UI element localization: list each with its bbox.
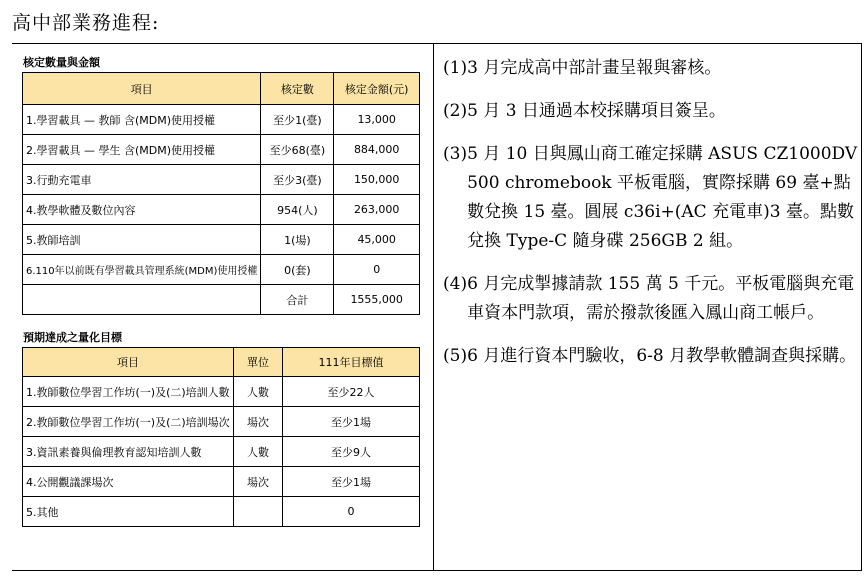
quantified-goals-table [22, 347, 420, 527]
table-cell: 至少68(臺) [261, 135, 334, 165]
progress-list [443, 54, 858, 385]
progress-table [12, 43, 862, 571]
table-cell: 1.學習載具 — 教師 含(MDM)使用授權 [23, 105, 261, 135]
table-cell: 3.資訊素養與倫理教育認知培訓人數 [23, 437, 234, 467]
table-row [23, 105, 420, 135]
list-item [443, 54, 858, 83]
table2-header-row [23, 348, 420, 377]
table-row [23, 497, 420, 527]
tables-cell [22, 54, 424, 527]
item-text: 6 月進行資本門驗收，6-8 月教學軟體調查與採購。 [467, 346, 857, 366]
item-text: 3 月完成高中部計畫呈報與審核。 [467, 58, 722, 78]
table-cell: 884,000 [334, 135, 420, 165]
table-cell [23, 285, 261, 315]
right-border [861, 44, 862, 570]
table-cell [234, 497, 283, 527]
table-cell: 5.其他 [23, 497, 234, 527]
item-number: (5) [443, 346, 468, 366]
table-cell: 4.教學軟體及數位內容 [23, 195, 261, 225]
table-cell: 0 [283, 497, 420, 527]
table-cell: 263,000 [334, 195, 420, 225]
table-cell: 至少1(臺) [261, 105, 334, 135]
table1-header: 項目 [23, 73, 261, 105]
table-cell: 至少3(臺) [261, 165, 334, 195]
table-cell: 場次 [234, 407, 283, 437]
table-row [23, 165, 420, 195]
approved-amount-table [22, 72, 420, 315]
page-heading: 高中部業務進程: [12, 12, 160, 34]
table-cell: 4.公開觀議課場次 [23, 467, 234, 497]
total-label: 合計 [261, 285, 334, 315]
total-value: 1555,000 [334, 285, 420, 315]
table-cell: 2.教師數位學習工作坊(一)及(二)培訓場次 [23, 407, 234, 437]
item-number: (4) [443, 274, 468, 294]
table-cell: 3.行動充電車 [23, 165, 261, 195]
item-number: (1) [443, 58, 468, 78]
table-cell: 13,000 [334, 105, 420, 135]
table-cell: 45,000 [334, 225, 420, 255]
table-cell: 人數 [234, 377, 283, 407]
table-row [23, 195, 420, 225]
table-cell: 2.學習載具 — 學生 含(MDM)使用授權 [23, 135, 261, 165]
list-item [443, 97, 858, 126]
table2-header: 111年目標值 [283, 348, 420, 377]
table2-header: 項目 [23, 348, 234, 377]
table-row [23, 135, 420, 165]
table-cell: 0(套) [261, 255, 334, 285]
table-cell: 至少9人 [283, 437, 420, 467]
table-row [23, 255, 420, 285]
table-cell: 5.教師培訓 [23, 225, 261, 255]
table-cell: 人數 [234, 437, 283, 467]
table2-header: 單位 [234, 348, 283, 377]
list-item [443, 342, 858, 371]
table-cell: 1.教師數位學習工作坊(一)及(二)培訓人數 [23, 377, 234, 407]
item-text: 5 月 3 日通過本校採購項目簽呈。 [467, 101, 726, 121]
item-number: (2) [443, 101, 468, 121]
table-cell: 6.110年以前既有學習載具管理系統(MDM)使用授權 [23, 255, 261, 285]
table-row [23, 437, 420, 467]
table-row [23, 407, 420, 437]
table-row [23, 467, 420, 497]
table-row [23, 225, 420, 255]
table-cell: 場次 [234, 467, 283, 497]
table2-caption: 預期達成之量化目標 [23, 331, 122, 344]
table-cell: 150,000 [334, 165, 420, 195]
table1-header: 核定金額(元) [334, 73, 420, 105]
table-cell: 至少1場 [283, 407, 420, 437]
table-cell: 0 [334, 255, 420, 285]
table-cell: 1(場) [261, 225, 334, 255]
table-cell: 954(人) [261, 195, 334, 225]
item-text: 6 月完成掣據請款 155 萬 5 千元。平板電腦與充電車資本門款項，需於撥款後匯入鳳山商工帳戶。 [467, 274, 855, 323]
table1-header-row [23, 73, 420, 105]
table-cell: 至少22人 [283, 377, 420, 407]
table1-header: 核定數 [261, 73, 334, 105]
table-cell: 至少1場 [283, 467, 420, 497]
table-total-row [23, 285, 420, 315]
column-divider [433, 44, 434, 570]
item-number: (3) [443, 144, 468, 164]
table-row [23, 377, 420, 407]
list-item [443, 140, 858, 256]
list-item [443, 270, 858, 328]
item-text: 5 月 10 日與鳳山商工確定採購 ASUS CZ1000DV 500 chromebook 平板電腦，實際採購 69 臺+點數兌換 15 臺。圓展 c36i+(AC 充電車)3 臺。點數兌換 Type-C 隨身碟 256GB 2 組。 [467, 144, 858, 251]
table1-caption: 核定數量與金額 [23, 56, 100, 69]
